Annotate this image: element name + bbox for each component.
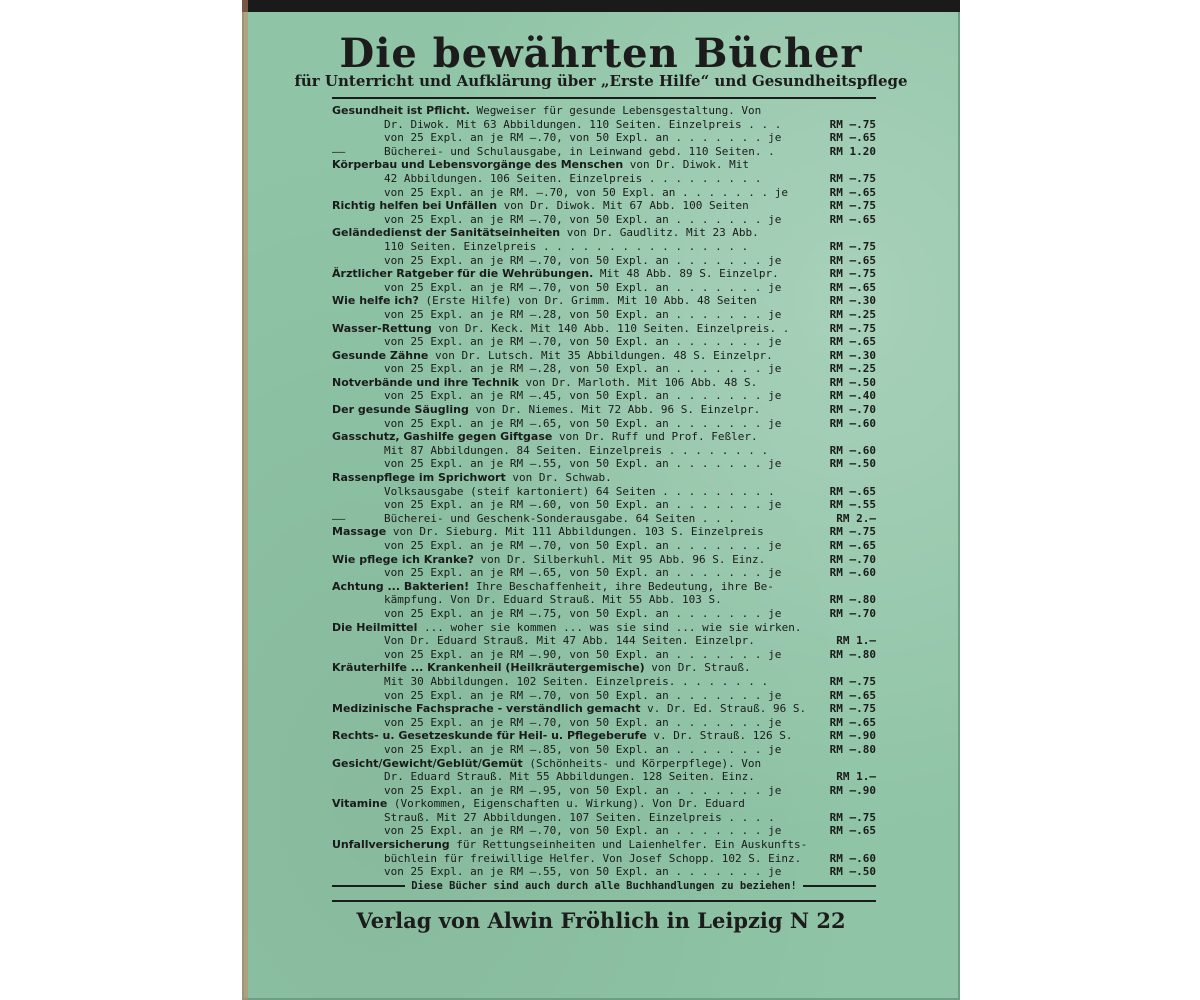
book-details: von Dr. Diwok. Mit — [623, 158, 750, 172]
list-item-text — [332, 621, 816, 635]
price: RM —.75 — [829, 674, 876, 688]
list-item-text — [332, 403, 816, 417]
list-item — [332, 335, 876, 349]
book-details: kämpfung. Von Dr. Eduard Strauß. Mit 55 Abb. 103 S. — [384, 593, 722, 607]
book-details: von Dr. Marloth. Mit 106 Abb. 48 S. — [518, 375, 758, 389]
price: RM —.30 — [829, 294, 876, 308]
book-details: von Dr. Lutsch. Mit 35 Abbildungen. 48 S. Einzelpr. — [428, 348, 773, 362]
list-item — [332, 838, 876, 852]
book-title: Kräuterhilfe ... Krankenheil (Heilkräutergemische) — [332, 661, 645, 675]
list-item — [332, 757, 876, 771]
book-title: Gesunde Zähne — [332, 348, 429, 362]
list-item — [332, 158, 876, 172]
price: RM 2.— — [836, 511, 876, 525]
list-item — [332, 349, 876, 363]
book-details: von 25 Expl. an je RM —.28, von 50 Expl. an . . . . . . . je — [384, 307, 782, 321]
list-item — [332, 254, 876, 268]
book-details: von 25 Expl. an je RM —.85, von 50 Expl. an . . . . . . . je — [384, 742, 782, 756]
list-item-text — [384, 145, 816, 159]
list-item — [332, 525, 876, 539]
price: RM —.65 — [829, 688, 876, 702]
book-details: 42 Abbildungen. 106 Seiten. Einzelpreis . . . . . . . . . — [384, 171, 762, 185]
list-item-text — [332, 199, 816, 213]
list-item — [332, 593, 876, 607]
book-details: Volksausgabe (steif kartoniert) 64 Seiten . . . . . . . . . — [384, 484, 775, 498]
book-title: Rassenpflege im Sprichwort — [332, 471, 506, 485]
title-rule — [332, 97, 876, 99]
book-details: (Vorkommen, Eigenschaften u. Wirkung). Von Dr. Eduard — [387, 797, 745, 811]
list-item-text — [332, 797, 816, 811]
price: RM —.65 — [829, 253, 876, 267]
price: RM —.50 — [829, 375, 876, 389]
list-item — [332, 729, 876, 743]
list-item-text — [332, 838, 816, 852]
book-details: von 25 Expl. an je RM —.70, von 50 Expl. an . . . . . . . je — [384, 715, 782, 729]
book-details: von 25 Expl. an je RM —.75, von 50 Expl. an . . . . . . . je — [384, 606, 782, 620]
price: RM —.80 — [829, 593, 876, 607]
book-details: Mit 30 Abbildungen. 102 Seiten. Einzelpreis. . . . . . . . — [384, 674, 769, 688]
price: RM —.60 — [829, 443, 876, 457]
list-item-text — [332, 213, 816, 227]
list-item-text — [332, 240, 816, 254]
price: RM —.25 — [829, 362, 876, 376]
book-details: von 25 Expl. an je RM —.65, von 50 Expl. an . . . . . . . je — [384, 566, 782, 580]
list-item-text — [332, 729, 816, 743]
list-item — [332, 675, 876, 689]
list-item-text — [332, 254, 816, 268]
list-item-text — [332, 118, 816, 132]
list-item — [332, 852, 876, 866]
price: RM —.70 — [829, 606, 876, 620]
book-details: von 25 Expl. an je RM —.70, von 50 Expl. an . . . . . . . je — [384, 335, 782, 349]
list-item-text — [332, 865, 816, 879]
list-item-text — [332, 811, 816, 825]
price: RM —.60 — [829, 566, 876, 580]
book-details: von 25 Expl. an je RM —.45, von 50 Expl. an . . . . . . . je — [384, 389, 782, 403]
list-item-text — [332, 444, 816, 458]
list-item — [332, 580, 876, 594]
list-item-text — [332, 485, 816, 499]
price: RM —.75 — [829, 321, 876, 335]
list-item — [332, 417, 876, 431]
price: RM 1.20 — [829, 144, 876, 158]
book-details: von 25 Expl. an je RM —.70, von 50 Expl. an . . . . . . . je — [384, 688, 782, 702]
list-item-text — [332, 471, 816, 485]
book-details: von 25 Expl. an je RM —.65, von 50 Expl. an . . . . . . . je — [384, 416, 782, 430]
book-details: büchlein für freiwillige Helfer. Von Josef Schopp. 102 S. Einz. — [384, 851, 802, 865]
list-item-text — [332, 308, 816, 322]
price — [816, 661, 876, 675]
list-item — [332, 389, 876, 403]
list-item-text — [332, 457, 816, 471]
list-item — [332, 553, 876, 567]
list-item — [332, 702, 876, 716]
book-details: von 25 Expl. an je RM —.70, von 50 Expl. an . . . . . . . je — [384, 280, 782, 294]
list-item — [332, 403, 876, 417]
list-item-text — [332, 716, 816, 730]
list-item — [332, 213, 876, 227]
price — [816, 104, 876, 118]
book-details: Von Dr. Eduard Strauß. Mit 47 Abb. 144 Seiten. Einzelpr. — [384, 634, 755, 648]
bookshop-notice — [332, 880, 876, 892]
price: RM —.75 — [829, 267, 876, 281]
book-details: ... woher sie kommen ... was sie sind ... wie sie wirken. — [417, 620, 802, 634]
list-item — [332, 430, 876, 444]
book-title: Notverbände und ihre Technik — [332, 375, 519, 389]
price: RM —.90 — [829, 783, 876, 797]
list-item — [332, 498, 876, 512]
list-item — [332, 512, 876, 526]
price: RM —.90 — [829, 729, 876, 743]
price: RM —.70 — [829, 403, 876, 417]
list-item — [332, 240, 876, 254]
list-item-text — [332, 824, 816, 838]
book-title: Medizinische Fachsprache - verständlich gemacht — [332, 702, 641, 716]
list-item-text — [332, 335, 816, 349]
list-item-text — [332, 158, 816, 172]
list-item-text — [384, 512, 816, 526]
book-title: Wasser-Rettung — [332, 321, 432, 335]
list-item — [332, 566, 876, 580]
publisher-rule — [332, 900, 876, 902]
price: RM —.75 — [829, 702, 876, 716]
list-item — [332, 824, 876, 838]
list-item — [332, 634, 876, 648]
book-details: Dr. Diwok. Mit 63 Abbildungen. 110 Seiten. Einzelpreis . . . — [384, 117, 782, 131]
list-item — [332, 485, 876, 499]
list-item — [332, 145, 876, 159]
list-item — [332, 865, 876, 879]
price — [816, 621, 876, 635]
list-item-text — [332, 580, 816, 594]
page-subtitle: für Unterricht und Aufklärung über „Erste Hilfe“ und Gesundheitspflege — [294, 72, 908, 90]
price — [816, 838, 876, 852]
list-item-text — [332, 186, 816, 200]
price: RM —.65 — [829, 185, 876, 199]
book-details: 110 Seiten. Einzelpreis . . . . . . . . . . . . . . . . — [384, 239, 749, 253]
list-item — [332, 811, 876, 825]
book-details: von Dr. Diwok. Mit 67 Abb. 100 Seiten — [497, 199, 749, 213]
price: RM —.65 — [829, 131, 876, 145]
book-title: Gasschutz, Gashilfe gegen Giftgase — [332, 430, 553, 444]
book-details: von 25 Expl. an je RM —.70, von 50 Expl. an . . . . . . . je — [384, 253, 782, 267]
book-details: Wegweiser für gesunde Lebensgestaltung. Von — [469, 104, 762, 117]
book-details: von 25 Expl. an je RM —.60, von 50 Expl. an . . . . . . . je — [384, 498, 782, 512]
price: RM —.55 — [829, 498, 876, 512]
book-details: Ihre Beschaffenheit, ihre Bedeutung, ihre Be- — [469, 579, 774, 593]
list-item-text — [332, 281, 816, 295]
list-item — [332, 281, 876, 295]
book-details: von 25 Expl. an je RM —.55, von 50 Expl. an . . . . . . . je — [384, 457, 782, 471]
book-title: Achtung ... Bakterien! — [332, 579, 470, 593]
price: RM —.65 — [829, 539, 876, 552]
price: RM —.80 — [829, 742, 876, 756]
book-details: Mit 48 Abb. 89 S. Einzelpr. — [593, 267, 779, 281]
price: RM —.30 — [829, 348, 876, 362]
price: RM —.65 — [829, 280, 876, 294]
list-item-text — [332, 417, 816, 431]
list-item-text — [332, 172, 816, 186]
book-title: Rechts- u. Gesetzeskunde für Heil- u. Pflegeberufe — [332, 729, 647, 743]
list-item — [332, 131, 876, 145]
list-item-text — [332, 566, 816, 580]
book-details: (Schönheits- und Körperpflege). Von — [522, 756, 762, 770]
list-item — [332, 770, 876, 784]
book-details: von 25 Expl. an je RM —.70, von 50 Expl. an . . . . . . . je — [384, 539, 782, 552]
list-item-text — [332, 267, 816, 281]
price: RM —.75 — [829, 171, 876, 185]
list-item-text — [332, 376, 816, 390]
book-details: von Dr. Gaudlitz. Mit 23 Abb. — [560, 226, 759, 240]
list-item-text — [332, 226, 816, 240]
list-item — [332, 621, 876, 635]
publisher-line: Verlag von Alwin Fröhlich in Leipzig N 22 — [356, 908, 846, 933]
list-item-text — [332, 661, 816, 675]
list-item-text — [332, 784, 816, 798]
book-details: von 25 Expl. an je RM —.90, von 50 Expl. an . . . . . . . je — [384, 647, 782, 661]
top-edge — [242, 0, 960, 12]
price: RM —.65 — [829, 824, 876, 838]
list-item — [332, 784, 876, 798]
list-item — [332, 689, 876, 703]
book-details: von 25 Expl. an je RM —.70, von 50 Expl. an . . . . . . . je — [384, 212, 782, 226]
list-item-text — [332, 362, 816, 376]
list-item-text — [332, 770, 816, 784]
price: RM —.65 — [829, 484, 876, 498]
book-title: Die Heilmittel — [332, 620, 418, 634]
list-item — [332, 104, 876, 118]
book-title: Geländedienst der Sanitätseinheiten — [332, 226, 561, 240]
notice-rule-left — [332, 885, 405, 887]
price — [816, 226, 876, 240]
list-item-text — [332, 498, 816, 512]
list-item — [332, 716, 876, 730]
list-item-text — [332, 757, 816, 771]
list-item — [332, 362, 876, 376]
price: RM —.50 — [829, 457, 876, 471]
book-title: Der gesunde Säugling — [332, 403, 469, 417]
price: RM —.40 — [829, 389, 876, 403]
page-title: Die bewährten Bücher — [339, 30, 863, 77]
price — [816, 430, 876, 444]
list-item-text — [332, 634, 816, 648]
list-item-text — [332, 349, 816, 363]
list-item-text — [332, 648, 816, 662]
list-item-text — [332, 294, 816, 308]
list-item-text — [332, 389, 816, 403]
book-title: Gesundheit ist Pflicht. — [332, 104, 470, 117]
list-item — [332, 648, 876, 662]
price: RM —.25 — [829, 307, 876, 321]
price: RM 1.— — [836, 634, 876, 648]
book-details: von 25 Expl. an je RM —.28, von 50 Expl. an . . . . . . . je — [384, 362, 782, 376]
book-title: Vitamine — [332, 797, 388, 811]
book-details: von 25 Expl. an je RM —.95, von 50 Expl. an . . . . . . . je — [384, 783, 782, 797]
list-item-text — [332, 743, 816, 757]
book-details: von Dr. Schwab. — [505, 471, 612, 485]
list-item-text — [332, 607, 816, 621]
book-price-list — [332, 104, 876, 879]
price — [816, 158, 876, 172]
book-title: Richtig helfen bei Unfällen — [332, 199, 498, 213]
list-item — [332, 444, 876, 458]
list-item — [332, 308, 876, 322]
price: RM —.65 — [829, 715, 876, 729]
book-details: Mit 87 Abbildungen. 84 Seiten. Einzelpreis . . . . . . . . — [384, 443, 769, 457]
price: RM 1.— — [836, 770, 876, 784]
price: RM —.75 — [829, 117, 876, 131]
price — [816, 580, 876, 594]
price: RM —.75 — [829, 199, 876, 213]
book-details: v. Dr. Ed. Strauß. 96 S. — [640, 702, 807, 716]
list-item-text — [332, 104, 816, 118]
price: RM —.75 — [829, 239, 876, 253]
book-details: Strauß. Mit 27 Abbildungen. 107 Seiten. Einzelpreis . . . . — [384, 810, 775, 824]
list-item-text — [332, 553, 816, 567]
list-item — [332, 186, 876, 200]
list-item — [332, 172, 876, 186]
notice-text: Diese Bücher sind auch durch alle Buchhandlungen zu beziehen! — [411, 880, 797, 892]
list-item — [332, 743, 876, 757]
list-item-text — [332, 322, 816, 336]
book-details: von Dr. Keck. Mit 140 Abb. 110 Seiten. Einzelpreis. . — [431, 321, 790, 335]
list-item-text — [332, 593, 816, 607]
list-item — [332, 226, 876, 240]
list-item-text — [332, 702, 816, 716]
book-details: von Dr. Niemes. Mit 72 Abb. 96 S. Einzelpr. — [468, 403, 761, 417]
book-details: von Dr. Strauß. — [644, 661, 751, 675]
book-details: von 25 Expl. an je RM. —.70, von 50 Expl. an . . . . . . . je — [384, 185, 788, 199]
price: RM —.75 — [829, 525, 876, 539]
list-item-text — [332, 539, 816, 553]
spine-edge — [242, 0, 248, 1000]
list-item — [332, 267, 876, 281]
list-item-text — [332, 131, 816, 145]
book-details: von 25 Expl. an je RM —.55, von 50 Expl. an . . . . . . . je — [384, 865, 782, 879]
price: RM —.60 — [829, 416, 876, 430]
list-item — [332, 294, 876, 308]
list-item-text — [332, 430, 816, 444]
list-item — [332, 471, 876, 485]
price: RM —.65 — [829, 212, 876, 226]
price — [816, 471, 876, 485]
book-details: v. Dr. Strauß. 126 S. — [646, 729, 793, 743]
book-title: Körperbau und Lebensvorgänge des Menschen — [332, 158, 624, 172]
list-item — [332, 118, 876, 132]
price: RM —.80 — [829, 647, 876, 661]
book-title: Wie pflege ich Kranke? — [332, 552, 474, 566]
book-details: Bücherei- und Geschenk-Sonderausgabe. 64 Seiten . . . — [384, 511, 735, 525]
list-item — [332, 539, 876, 553]
price: RM —.65 — [829, 335, 876, 349]
price — [816, 757, 876, 771]
book-details: (Erste Hilfe) von Dr. Grimm. Mit 10 Abb. 48 Seiten — [418, 294, 757, 308]
book-details: für Rettungseinheiten und Laienhelfer. Ein Auskunfts- — [449, 838, 808, 852]
list-item-text — [332, 689, 816, 703]
book-details: Dr. Eduard Strauß. Mit 55 Abbildungen. 128 Seiten. Einz. — [384, 770, 755, 784]
list-item — [332, 199, 876, 213]
book-details: von Dr. Silberkuhl. Mit 95 Abb. 96 S. Einz. — [473, 552, 766, 566]
book-title: Wie helfe ich? — [332, 294, 419, 308]
list-item — [332, 797, 876, 811]
notice-rule-right — [803, 885, 876, 887]
book-details: Bücherei- und Schulausgabe, in Leinwand gebd. 110 Seiten. . — [384, 144, 775, 158]
book-title: Gesicht/Gewicht/Geblüt/Gemüt — [332, 756, 523, 770]
list-item — [332, 376, 876, 390]
book-details: von Dr. Sieburg. Mit 111 Abbildungen. 103 S. Einzelpreis — [386, 525, 764, 539]
book-details: von 25 Expl. an je RM —.70, von 50 Expl. an . . . . . . . je — [384, 131, 782, 145]
list-item — [332, 607, 876, 621]
list-item — [332, 322, 876, 336]
ditto-dash: —— — [332, 144, 346, 158]
list-item-text — [332, 852, 816, 866]
book-title: Ärztlicher Ratgeber für die Wehrübungen. — [332, 267, 594, 281]
price: RM —.50 — [829, 865, 876, 879]
book-title: Unfallversicherung — [332, 838, 450, 852]
book-title: Massage — [332, 525, 387, 539]
price: RM —.70 — [829, 552, 876, 566]
list-item — [332, 457, 876, 471]
price: RM —.75 — [829, 810, 876, 824]
list-item — [332, 661, 876, 675]
list-item-text — [332, 525, 816, 539]
ditto-dash: —— — [332, 511, 346, 525]
book-details: von Dr. Ruff und Prof. Feßler. — [552, 430, 758, 444]
list-item-text — [332, 675, 816, 689]
price: RM —.60 — [829, 851, 876, 865]
book-details: von 25 Expl. an je RM —.70, von 50 Expl. an . . . . . . . je — [384, 824, 782, 838]
price — [816, 797, 876, 811]
